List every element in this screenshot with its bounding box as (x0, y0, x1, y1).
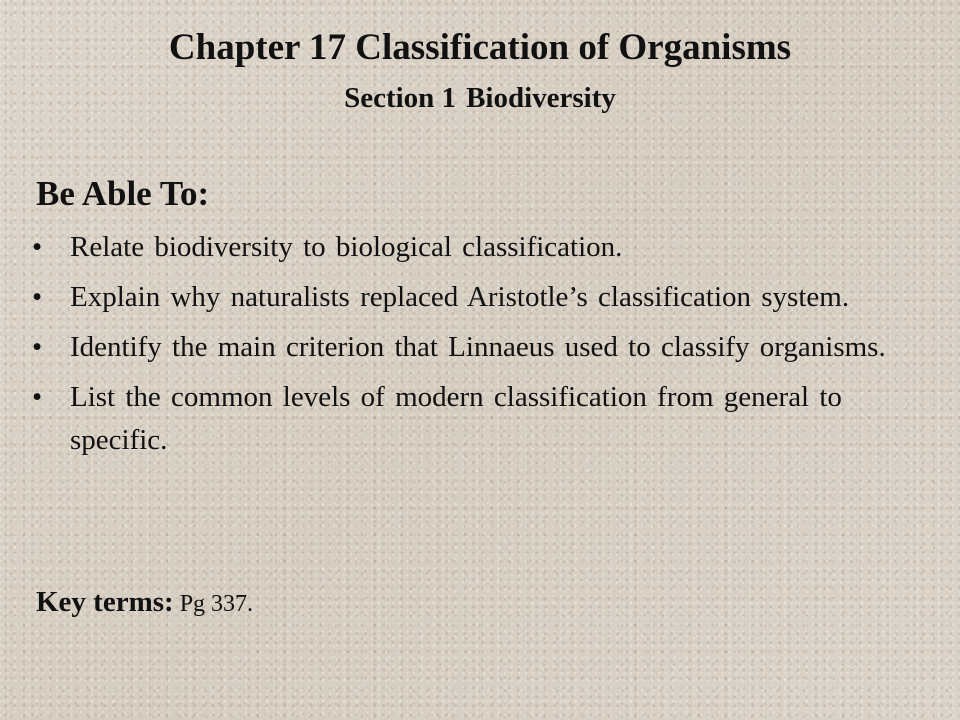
key-terms-value: Pg 337. (179, 591, 254, 617)
list-item (32, 326, 912, 369)
list-item-text: Relate biodiversity to biological classification. (70, 231, 623, 263)
objectives-heading: Be Able To: (36, 174, 210, 213)
key-terms (36, 580, 253, 626)
list-item (32, 226, 912, 269)
bullet-icon: • (32, 281, 43, 313)
list-item-text: Identify the main criterion that Linnaeus used to classify organisms. (70, 331, 886, 363)
list-item-text: List the common levels of modern classification from general to specific. (70, 381, 842, 456)
bullet-icon: • (32, 231, 43, 263)
objectives-list (32, 226, 912, 469)
section-name: Biodiversity (466, 82, 616, 114)
slide-subtitle (0, 78, 960, 118)
key-terms-label: Key terms: (36, 586, 174, 618)
section-number: Section 1 (344, 82, 457, 114)
bullet-icon: • (32, 331, 43, 363)
list-item (32, 376, 912, 462)
list-item (32, 276, 912, 319)
slide-title: Chapter 17 Classification of Organisms (168, 27, 792, 68)
list-item-text: Explain why naturalists replaced Aristotle’s classification system. (70, 281, 850, 313)
bullet-icon: • (32, 381, 43, 413)
